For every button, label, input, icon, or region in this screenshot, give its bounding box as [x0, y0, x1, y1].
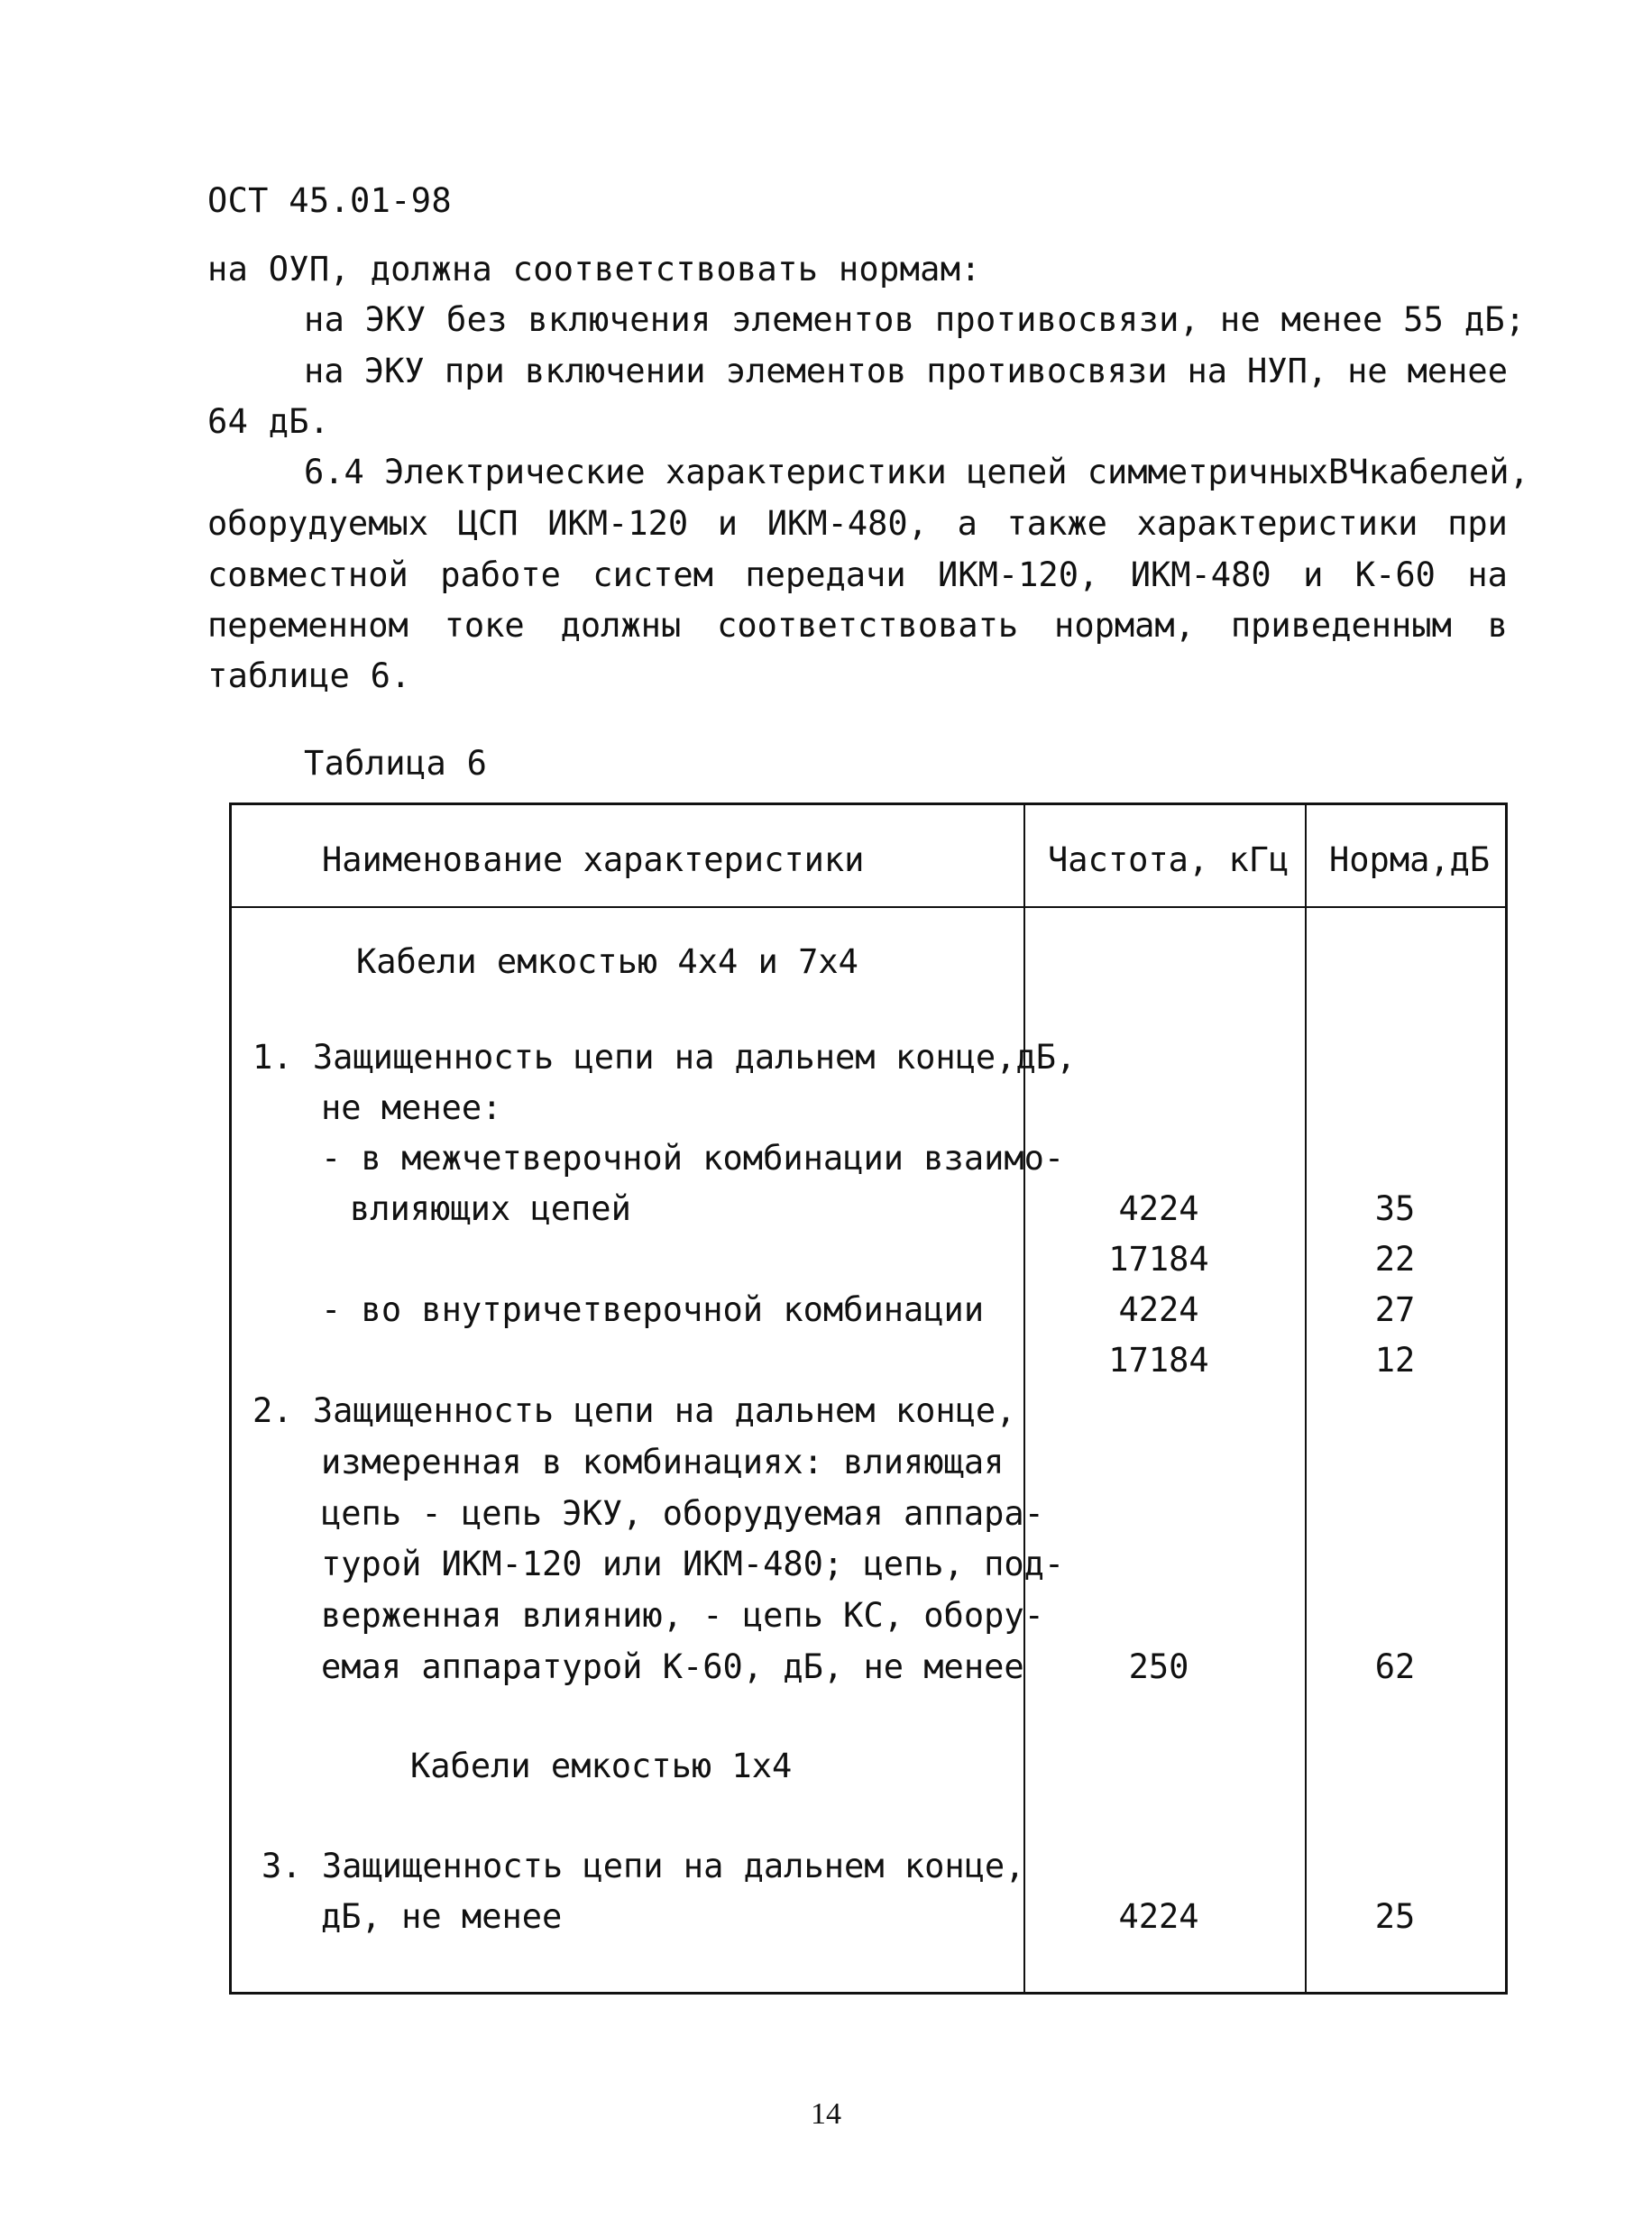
doc-code: ОСТ 45.01-98	[207, 181, 452, 220]
section-title-1x4: Кабели емкостью 1х4	[410, 1747, 793, 1785]
item1-norm-3: 27	[1374, 1290, 1416, 1329]
item2-line-3: цепь - цепь ЭКУ, оборудуемая аппара-	[321, 1494, 1044, 1533]
item2-line-6: емая аппаратурой К-60, дБ, не менее	[321, 1647, 1024, 1686]
item3-freq: 4224	[1118, 1897, 1199, 1936]
body-line-3: на ЭКУ при включении элементов противосвязи на НУП, не менее	[304, 352, 1508, 390]
item1-line-5: - во внутричетверочной комбинации	[321, 1290, 985, 1329]
item1-freq-4: 17184	[1108, 1341, 1209, 1380]
item1-line-1: 1. Защищенность цепи на дальнем конце,дБ,	[252, 1038, 1077, 1077]
para-6-4-line-5: таблице 6.	[207, 656, 411, 695]
para-6-4-line-4: переменном токе должны соответствовать нормам, приведенным в	[207, 606, 1508, 645]
item1-norm-2: 22	[1374, 1240, 1416, 1279]
para-6-4-line-3: совместной работе систем передачи ИКМ-120, ИКМ-480 и К-60 на	[207, 555, 1508, 594]
item1-norm-1: 35	[1374, 1189, 1416, 1228]
item1-freq-1: 4224	[1118, 1189, 1199, 1228]
item1-line-3: - в межчетверочной комбинации взаимо-	[321, 1139, 1065, 1178]
body-line-2: на ЭКУ без включения элементов противосвязи, не менее 55 дБ;	[304, 300, 1526, 339]
item2-norm: 62	[1374, 1647, 1416, 1686]
item3-line-2: дБ, не менее	[321, 1897, 563, 1936]
body-line-4: 64 дБ.	[207, 402, 330, 441]
body-line-1: на ОУП, должна соответствовать нормам:	[207, 250, 981, 289]
table-6	[229, 803, 1508, 1995]
header-norm: Норма,дБ	[1329, 840, 1491, 879]
item2-line-1: 2. Защищенность цепи на дальнем конце,	[252, 1391, 1016, 1430]
page-number: 14	[811, 2097, 841, 2131]
item3-line-1: 3. Защищенность цепи на дальнем конце,	[262, 1847, 1025, 1885]
item2-line-2: измеренная в комбинациях: влияющая	[321, 1443, 1005, 1481]
column-divider-2	[1305, 805, 1307, 1992]
item1-freq-2: 17184	[1108, 1240, 1209, 1279]
item1-freq-3: 4224	[1118, 1290, 1199, 1329]
item2-line-5: верженная влиянию, - цепь КС, обору-	[321, 1596, 1044, 1635]
section-title-4x4-7x4: Кабели емкостью 4х4 и 7х4	[356, 942, 858, 981]
item2-line-4: турой ИКМ-120 или ИКМ-480; цепь, под-	[321, 1545, 1065, 1583]
item1-line-4: влияющих цепей	[350, 1189, 631, 1228]
item1-norm-4: 12	[1374, 1341, 1416, 1380]
item3-norm: 25	[1374, 1897, 1416, 1936]
item1-line-2: не менее:	[321, 1088, 502, 1127]
header-divider	[232, 906, 1505, 908]
item2-freq: 250	[1128, 1647, 1189, 1686]
header-frequency: Частота, кГц	[1048, 840, 1289, 879]
table-caption: Таблица 6	[304, 744, 488, 783]
para-6-4-line-1: 6.4 Электрические характеристики цепей симметричных ВЧ кабелей,	[304, 453, 1529, 491]
column-divider-1	[1023, 805, 1025, 1992]
header-name: Наименование характеристики	[322, 840, 865, 879]
para-6-4-line-2: оборудуемых ЦСП ИКМ-120 и ИКМ-480, а также характеристики при	[207, 504, 1508, 543]
